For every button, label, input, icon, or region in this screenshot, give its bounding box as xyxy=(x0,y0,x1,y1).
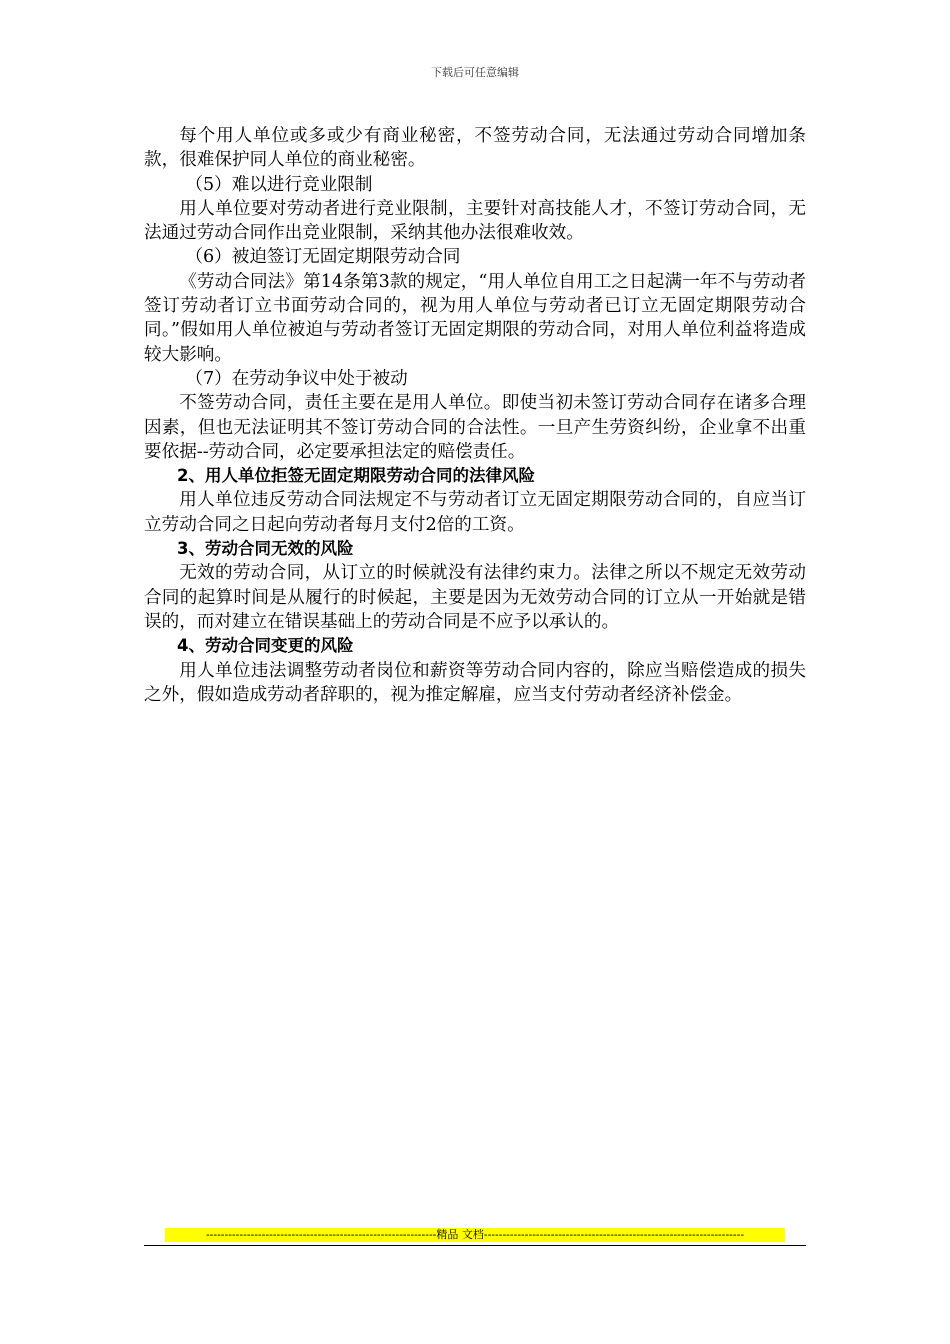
page-header: 下载后可任意编辑 xyxy=(431,66,519,79)
paragraph-invalid-contract: 无效的劳动合同，从订立的时候就没有法律约束力。法律之所以不规定无效劳动合同的起算时间是从履行的时候起，主要是因为无效劳动合同的订立从一开始就是错误的，而对建立在错误基础上的劳动合同是不应予以承认的。 xyxy=(144,563,806,632)
document-body xyxy=(144,124,806,707)
subheading-5: （5）难以进行竞业限制 xyxy=(185,174,373,195)
paragraph-labor-dispute: 不签劳动合同，责任主要在是用人单位。即使当初未签订劳动合同存在诸多合理因素，但也无法证明其不签订劳动合同的合法性。一旦产生劳资纠纷，企业拿不出重要依据--劳动合同，必定要承担法定的赔偿责任。 xyxy=(144,393,806,462)
paragraph-indefinite-contract: 《劳动合同法》第14条第3款的规定，“用人单位自用工之日起满一年不与劳动者签订劳动者订立书面劳动合同的，视为用人单位与劳动者已订立无固定期限劳动合同。”假如用人单位被迫与劳动者签订无固定期限的劳动合同，对用人单位利益将造成较大影响。 xyxy=(144,271,806,365)
paragraph-trade-secret: 每个用人单位或多或少有商业秘密，不签劳动合同，无法通过劳动合同增加条款，很难保护同人单位的商业秘密。 xyxy=(144,126,806,171)
heading-2: 2、用人单位拒签无固定期限劳动合同的法律风险 xyxy=(177,466,535,486)
heading-3: 3、劳动合同无效的风险 xyxy=(177,539,354,559)
paragraph-double-wage: 用人单位违反劳动合同法规定不与劳动者订立无固定期限劳动合同的，自应当订立劳动合同之日起向劳动者每月支付2倍的工资。 xyxy=(144,490,806,535)
footer-banner: --------------------------------------------------------------精品 文档---------------------------------------------------------------------- xyxy=(165,1228,785,1242)
subheading-7: （7）在劳动争议中处于被动 xyxy=(185,368,408,389)
paragraph-non-compete: 用人单位要对劳动者进行竞业限制，主要针对高技能人才，不签订劳动合同，无法通过劳动合同作出竞业限制，采纳其他办法很难收效。 xyxy=(144,198,806,244)
heading-4: 4、劳动合同变更的风险 xyxy=(177,636,354,656)
paragraph-contract-change: 用人单位违法调整劳动者岗位和薪资等劳动合同内容的，除应当赔偿造成的损失之外，假如造成劳动者辞职的，视为推定解雇，应当支付劳动者经济补偿金。 xyxy=(144,660,806,705)
subheading-6: （6）被迫签订无固定期限劳动合同 xyxy=(185,247,461,268)
footer-rule xyxy=(144,1245,806,1246)
